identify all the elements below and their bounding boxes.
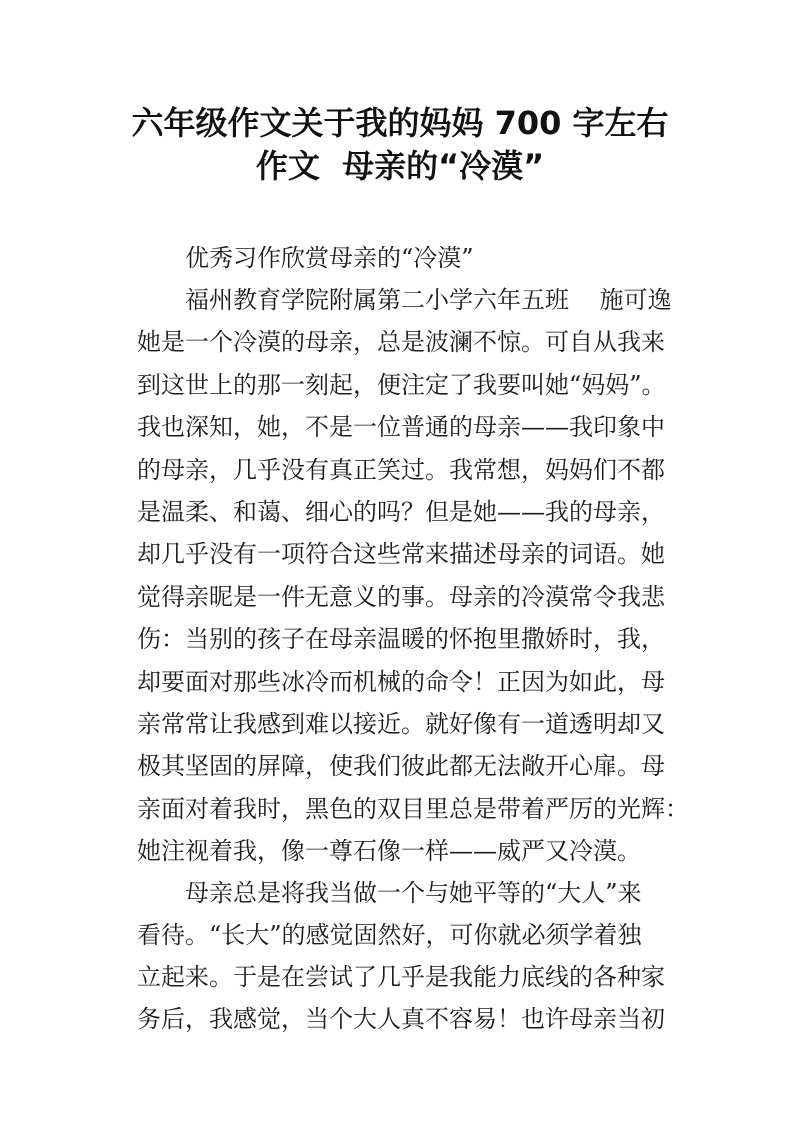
- paragraph-line: 的母亲，几乎没有真正笑过。我常想，妈妈们不都: [137, 456, 665, 484]
- author-line: 福州教育学院附属第二小学六年五班 施可逸: [185, 286, 672, 314]
- paragraph-line: 亲常常让我感到难以接近。就好像有一道透明却又: [137, 710, 665, 738]
- paragraph-line: 我也深知，她，不是一位普通的母亲——我印象中: [137, 413, 665, 441]
- subtitle-line: 优秀习作欣赏母亲的“冷漠”: [185, 244, 474, 272]
- paragraph-line: 觉得亲昵是一件无意义的事。母亲的冷漠常令我悲: [137, 583, 665, 611]
- paragraph-line: 看待。“长大”的感觉固然好，可你就必须学着独: [137, 921, 642, 949]
- document-title-line-2: 作文 母亲的“冷漠”: [255, 147, 545, 185]
- paragraph-line: 却几乎没有一项符合这些常来描述母亲的词语。她: [137, 540, 665, 568]
- document-title-line-1: 六年级作文关于我的妈妈 700 字左右: [131, 104, 669, 142]
- paragraph-line: 伤：当别的孩子在母亲温暖的怀抱里撒娇时，我，: [137, 625, 665, 653]
- paragraph-line: 她是一个冷漠的母亲，总是波澜不惊。可自从我来: [137, 328, 665, 356]
- paragraph-line: 务后，我感觉，当个大人真不容易！也许母亲当初: [137, 1005, 665, 1033]
- paragraph-line: 却要面对那些冰冷而机械的命令！正因为如此，母: [137, 668, 665, 696]
- paragraph-line: 极其坚固的屏障，使我们彼此都无法敞开心扉。母: [137, 752, 665, 780]
- paragraph-line: 亲面对着我时，黑色的双目里总是带着严厉的光辉：: [137, 795, 689, 823]
- paragraph-line: 是温柔、和蔼、细心的吗？但是她——我的母亲，: [137, 498, 665, 526]
- paragraph-line: 母亲总是将我当做一个与她平等的“大人”来: [185, 879, 642, 907]
- paragraph-line: 她注视着我，像一尊石像一样——威严又冷漠。: [137, 837, 641, 865]
- paragraph-line: 到这世上的那一刻起，便注定了我要叫她“妈妈”。: [137, 371, 666, 399]
- paragraph-line: 立起来。于是在尝试了几乎是我能力底线的各种家: [137, 963, 665, 991]
